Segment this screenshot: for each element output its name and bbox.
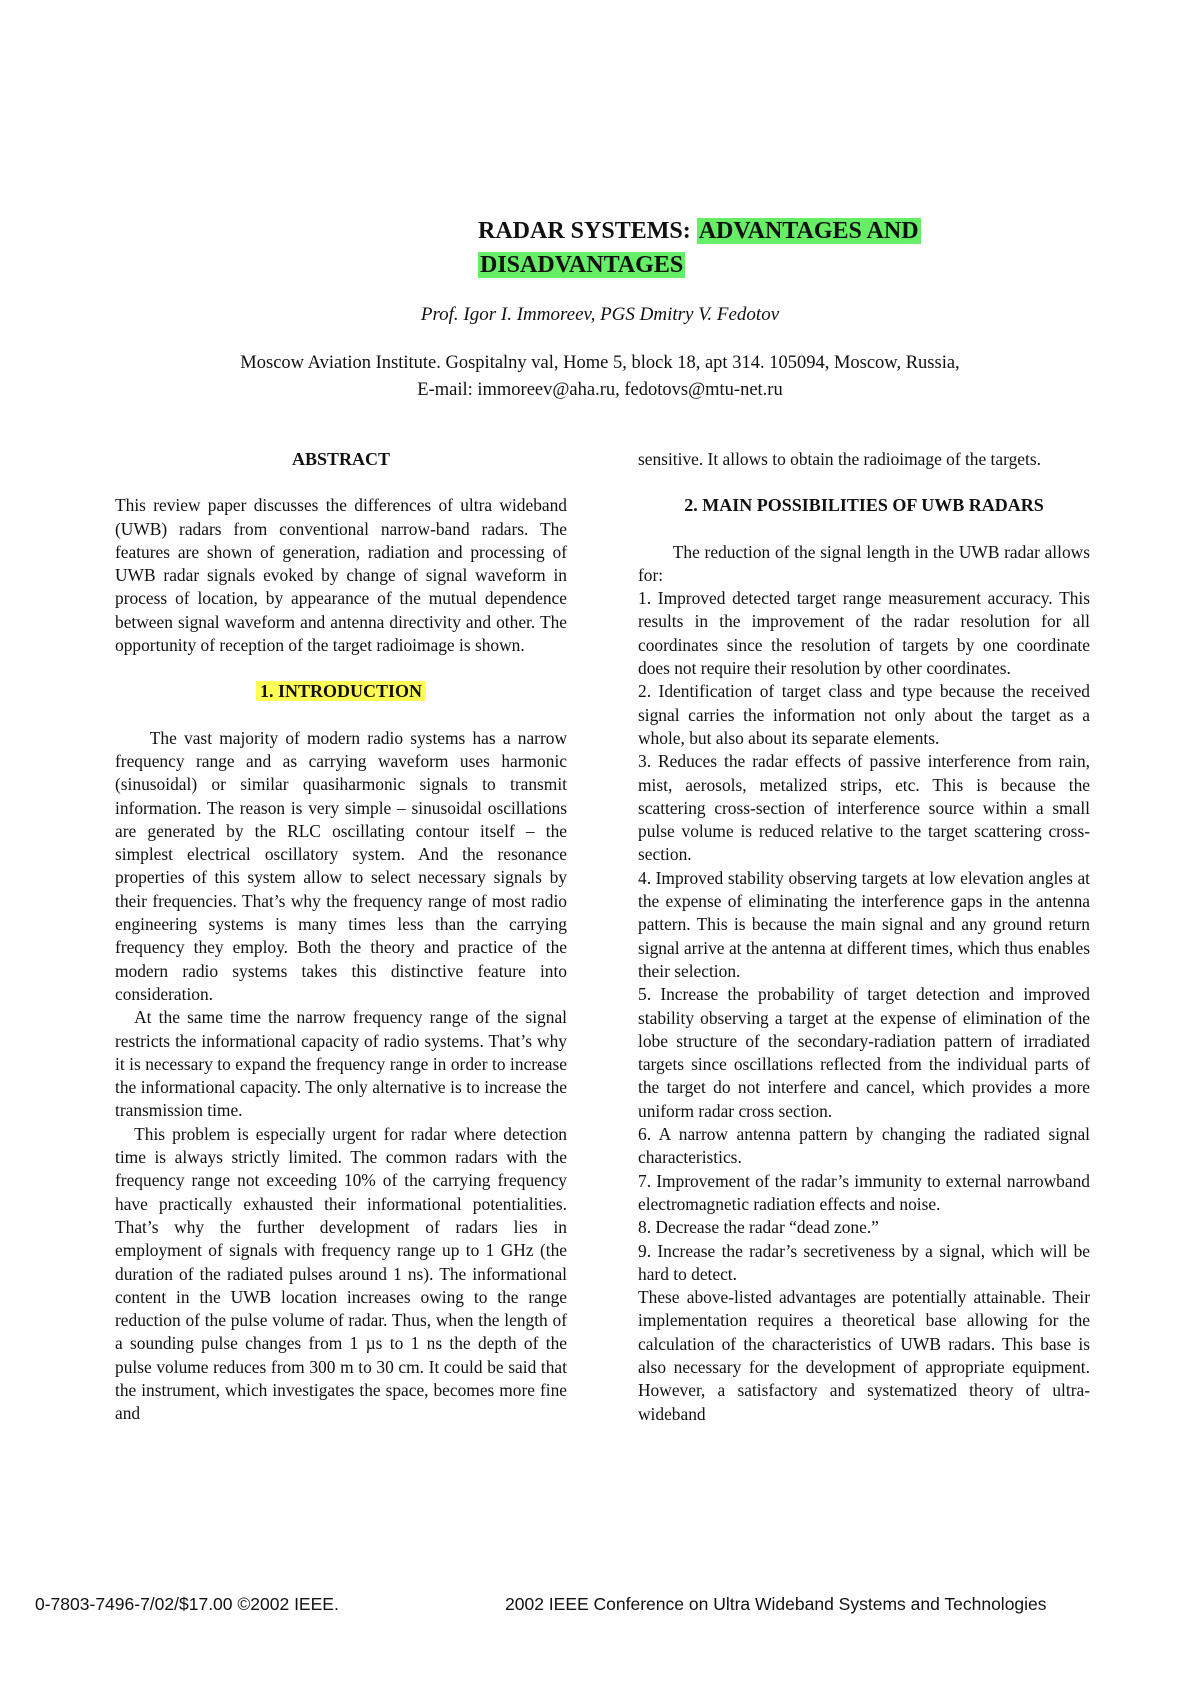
list-item-5: 5. Increase the probability of target detection and improved stability observing a target at the expense of elimination of the lobe structure of the secondary-radiation pattern of irradiated targets since oscillations reflected from the individual parts of the target do not interfere and cancel, which provides a more uniform radar cross section.	[638, 984, 1090, 1121]
list-item-2: 2. Identification of target class and type because the received signal carries the information not only about the target as a whole, but also about its separate elements.	[638, 681, 1090, 748]
abstract-heading: ABSTRACT	[291, 449, 391, 469]
introduction-heading	[115, 680, 567, 703]
title-part-1: RADAR SYSTEMS:	[478, 218, 691, 244]
list-item-9: 9. Increase the radar’s secretiveness by a signal, which will be hard to detect.	[638, 1240, 1090, 1284]
list-item-6: 6. A narrow antenna pattern by changing the radiated signal characteristics.	[638, 1124, 1090, 1168]
list-item-1: 1. Improved detected target range measurement accuracy. This results in the improvement of the radar resolution for all coordinates since the resolution of targets by one coordinate does not require their resolution by other coordinates.	[638, 588, 1090, 679]
introduction-heading-text: 1. INTRODUCTION	[256, 681, 426, 701]
left-column	[115, 448, 567, 1426]
list-item-8: 8. Decrease the radar “dead zone.”	[638, 1217, 879, 1238]
list-item-4: 4. Improved stability observing targets at low elevation angles at the expense of eliminating the interference gaps in the antenna pattern. This is because the main signal and any ground return signal arrive at the antenna at different times, which thus enables their selection.	[638, 867, 1090, 981]
section-2-heading: 2. MAIN POSSIBILITIES OF UWB RADARS	[684, 495, 1044, 516]
intro-paragraph-1: The vast majority of modern radio systems has a narrow frequency range and as carrying waveform uses harmonic (sinusoidal) or similar quasiharmonic signals to transmit information. The reason is very simple – sinusoidal oscillations are generated by the RLC oscillating contour itself – the simplest electrical oscillatory system. And the resonance properties of this system allow to select necessary signals by their frequencies. That’s why the frequency range of most radio engineering systems is many times less than the carrying frequency they employ. Both the theory and practice of the modern radio systems takes this distinctive feature into consideration.	[115, 727, 567, 1004]
affiliation-email: E-mail: immoreev@aha.ru, fedotovs@mtu-net.ru	[417, 380, 783, 400]
right-column	[638, 448, 1090, 1426]
title-part-3: DISADVANTAGES	[480, 252, 684, 278]
affiliation	[0, 350, 1200, 404]
section-2-intro: The reduction of the signal length in the UWB radar allows for:	[638, 541, 1090, 585]
list-item-7: 7. Improvement of the radar’s immunity to external narrowband electromagnetic radiation effects and noise.	[638, 1170, 1090, 1214]
continuation-text: sensitive. It allows to obtain the radioimage of the targets.	[638, 449, 1041, 469]
intro-paragraph-2: At the same time the narrow frequency range of the signal restricts the informational capacity of radio systems. That’s why it is necessary to expand the frequency range in order to increase the informational capacity. The only alternative is to increase the transmission time.	[115, 1007, 567, 1121]
abstract-text: This review paper discusses the differences of ultra wideband (UWB) radars from conventional narrow-band radars. The features are shown of generation, radiation and processing of UWB radar signals evoked by change of signal waveform in process of location, by appearance of the mutual dependence between signal waveform and antenna directivity and other. The opportunity of reception of the target radioimage is shown.	[115, 495, 567, 656]
intro-paragraph-3: This problem is especially urgent for radar where detection time is always strictly limited. The common radars with the frequency range not exceeding 10% of the carrying frequency have practically exhausted their informational potentialities. That’s why the further development of radars lies in employment of signals with frequency range up to 1 GHz (the duration of the radiated pulses around 1 ns). The informational content in the UWB location increases owing to the range reduction of the pulse volume of radar. Thus, when the length of a sounding pulse changes from 1 µs to 1 ns the depth of the pulse volume reduces from 300 m to 30 cm. It could be said that the instrument, which investigates the space, becomes more fine and	[115, 1123, 567, 1424]
footer-conference: 2002 IEEE Conference on Ultra Wideband Systems and Technologies	[505, 1594, 1047, 1614]
title-part-2: ADVANTAGES AND	[698, 218, 919, 244]
list-item-3: 3. Reduces the radar effects of passive interference from rain, mist, aerosols, metalized strips, etc. This is because the scattering cross-section of interference source within a small pulse volume is reduced relative to the target scattering cross-section.	[638, 751, 1090, 865]
footer-copyright: 0-7803-7496-7/02/$17.00 ©2002 IEEE.	[35, 1594, 339, 1614]
closing-paragraph: These above-listed advantages are potentially attainable. Their implementation requires a theoretical base allowing for the calculation of the characteristics of UWB radars. This base is also necessary for the development of appropriate equipment. However, a satisfactory and systematized theory of ultra-wideband	[638, 1287, 1090, 1424]
authors: Prof. Igor I. Immoreev, PGS Dmitry V. Fedotov	[420, 304, 780, 325]
paper-title	[478, 214, 1038, 282]
affiliation-line-1: Moscow Aviation Institute. Gospitalny val, Home 5, block 18, apt 314. 105094, Moscow, Russia,	[240, 353, 960, 373]
